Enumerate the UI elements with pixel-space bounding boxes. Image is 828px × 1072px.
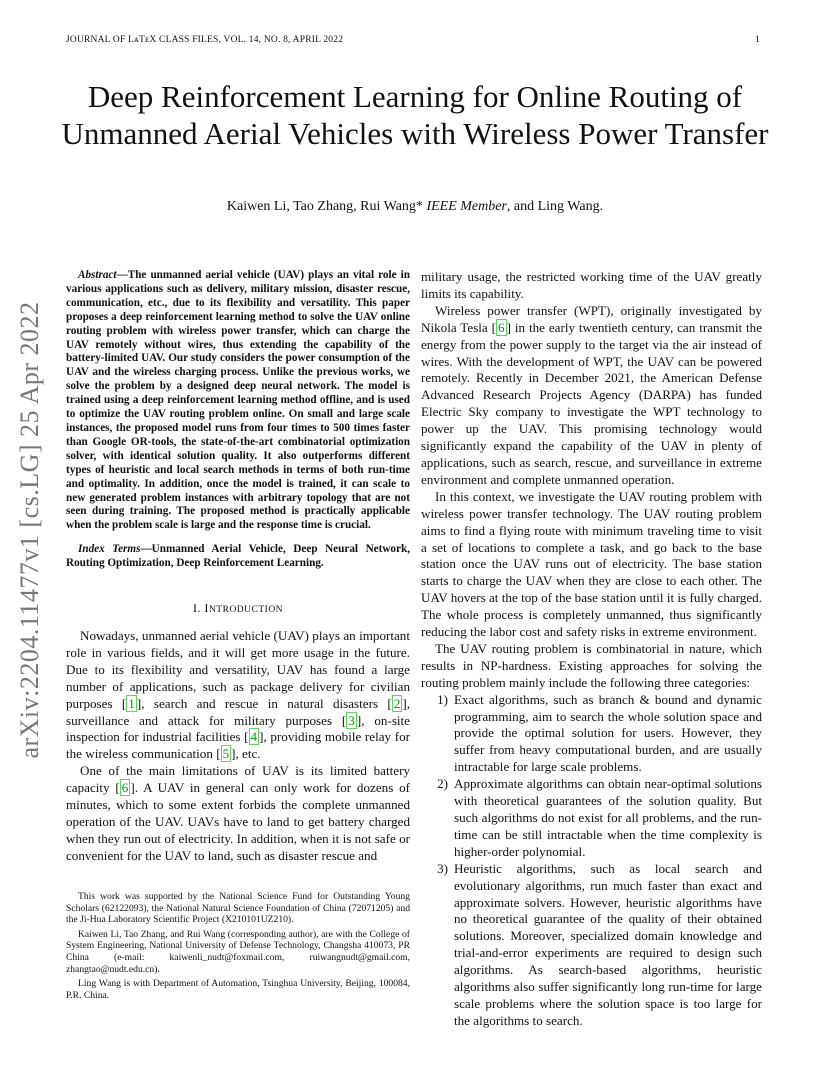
intro-paragraph-2: One of the main limitations of UAV is its limited battery capacity [ 6 ]. A UAV in general can only work for dozens of minutes, which to some extent forbids the complete unmanned operation of the UAV. UAVs have to land to get battery charged when they run out of electricity. In addition, when it is not safe or convenient for the UAV to land, such as disaster rescue and (66, 763, 410, 863)
citation-link[interactable]: 4 (250, 729, 258, 745)
author-names: Kaiwen Li, Tao Zhang, Rui Wang* (226, 199, 427, 214)
list-item: 1) Exact algorithms, such as branch & bound and dynamic programming, aim to search the whole solution space and provide the optimal solution for users. However, they suffer from heavy computational burden, and are usually intractable for large scale problems. (437, 691, 762, 775)
footnote-affiliation: Kaiwen Li, Tao Zhang, and Rui Wang (corresponding author), are with the College of System Engineering, National University of Defense Technology, Changsha 410073, PR China (e-mail: kaiwenli_nudt@foxmail.com, ruiwangnudt@gmail.com, zhangtao@nudt.edu.cn). (66, 928, 410, 975)
citation-link[interactable]: 3 (348, 712, 355, 728)
abstract-text: —The unmanned aerial vehicle (UAV) plays an vital role in various applications such as delivery, military mission, disaster rescue, communication, etc., due to its flexibility and versatility. This paper proposes a deep reinforcement learning method to solve the UAV online routing problem with wireless power transfer, which can charge the UAV remotely without wires, thus extending the capability of the battery-limited UAV. Our study considers the power consumption of the UAV and the wireless charging process. Unlike the previous works, we solve the problem by a designed deep neural network. The model is trained using a deep reinforcement learning method offline, and is used to optimize the UAV routing problem online. On small and large scale instances, the proposed model runs from four times to 500 times faster than Google OR-tools, the state-of-the-art combinatorial optimization solver, with identical solution quality. It also outperforms different types of heuristic and local search methods in terms of both run-time and optimality. In addition, once the model is trained, it can scale to new generated problem instances with arbitrary topology that are not seen during training. The proposed method is practically applicable when the problem scale is large and the response time is crucial. (66, 269, 410, 532)
abstract-label: Abstract (78, 269, 117, 281)
abstract (66, 269, 410, 533)
footnote-funding: This work was supported by the National Science Fund for Outstanding Young Scholars (62122093), the National Natural Science Foundation of China (72071205) and the Ji-Hua Laboratory Scientific Project (X210101UZ210). (66, 891, 410, 926)
citation-link[interactable]: 2 (393, 695, 401, 711)
running-header: JOURNAL OF LᴀTᴇX CLASS FILES, VOL. 14, NO. 8, APRIL 2022 (66, 35, 344, 45)
list-item: 3) Heuristic algorithms, such as local search and evolutionary algorithms, run much faster than exact and approximate solvers. However, heuristic algorithms have no theoretical guarantee of the quality of their obtained solutions. Moreover, specialized domain knowledge and trial-and-error experiments are required to design such algorithms. As search-based algorithms, heuristic algorithms also suffer significantly long run-time for large scale problems where the solution space is too large for the algorithms to search. (437, 860, 762, 1028)
approach-list (421, 692, 762, 1030)
list-item: 2) Approximate algorithms can obtain near-optimal solutions with theoretical guarantees of the solution quality. But such algorithms do not exist for all problems, and the run-time can be still intractable when the time complexity is higher-order polynomial. (437, 776, 762, 859)
paragraph-context: In this context, we investigate the UAV routing problem with wireless power transfer technology. The UAV routing problem aims to find a flying route with minimum traveling time to visit a set of locations to complete a task, and go back to the base station once the UAV runs out of electricity. The base station starts to charge the UAV when they are close to each other. The UAV hovers at the top of the base station until it is fully charged. The whole process is completely unmanned, thus significantly reducing the labor cost and safety risks in extreme environment. (421, 488, 762, 640)
paragraph-continuation: military usage, the restricted working time of the UAV greatly limits its capability. (421, 269, 762, 301)
author-names-rest: , and Ling Wang. (506, 199, 604, 214)
index-terms (66, 543, 410, 571)
arxiv-stamp (10, 295, 50, 765)
author-line (60, 199, 770, 215)
left-column (66, 269, 410, 865)
citation-link[interactable]: 6 (498, 319, 505, 335)
index-terms-label: Index Terms (78, 543, 141, 556)
paper-title: Deep Reinforcement Learning for Online Routing of Unmanned Aerial Vehicles with Wireless Power Transfer (61, 79, 769, 151)
page-number: 1 (755, 35, 760, 45)
intro-paragraph-1: Nowadays, unmanned aerial vehicle (UAV) plays an important role in various fields, and it will get more usage in the future. Due to its flexibility and versatility, UAV has found a large number of applications, such as package delivery for civilian purposes [ 1 ], search and rescue in natural disasters [ 2 ], surveillance and attack for military purposes [ 3 ], on-site inspection for industrial facilities [ 4 ], providing mobile relay for the wireless communication [ 5 ], etc. (66, 628, 410, 762)
author-role: IEEE Member (426, 199, 507, 214)
paragraph-wpt: Wireless power transfer (WPT), originally investigated by Nikola Tesla [ 6 ] in the early twentieth century, can transmit the energy from the power supply to the target via the air instead of wires. With the development of WPT, the UAV can be powered remotely. Recently in December 2021, the American Defense Advanced Research Projects Agency (DARPA) has funded Electric Sky company to investigate the WPT technology to power up the UAV. This promising technology would significantly expand the capability of the UAV in plenty of applications, such as search, rescue, and surveillance in extreme environment and complete unmanned operation. (421, 302, 763, 487)
citation-link[interactable]: 1 (128, 695, 135, 711)
footnotes (66, 891, 410, 1004)
footnote-affiliation-2: Ling Wang is with Department of Automation, Tsinghua University, Beijing, 100084, P.R. China. (66, 978, 410, 1001)
index-terms-text: —Unmanned Aerial Vehicle, Deep Neural Network, Routing Optimization, Deep Reinforcement Learning. (66, 543, 411, 570)
citation-link[interactable]: 6 (121, 780, 129, 796)
right-column (421, 269, 762, 1030)
section-heading-introduction: I. INTRODUCTION (192, 601, 284, 616)
arxiv-stamp-text: arXiv:2204.11477v1 [cs.LG] 25 Apr 2022 (15, 301, 44, 759)
citation-link[interactable]: 5 (222, 746, 230, 762)
paragraph-combinatorial: The UAV routing problem is combinatorial in nature, which results in NP-hardness. Existing approaches for solving the routing problem mainly include the following three categories: (421, 640, 762, 690)
